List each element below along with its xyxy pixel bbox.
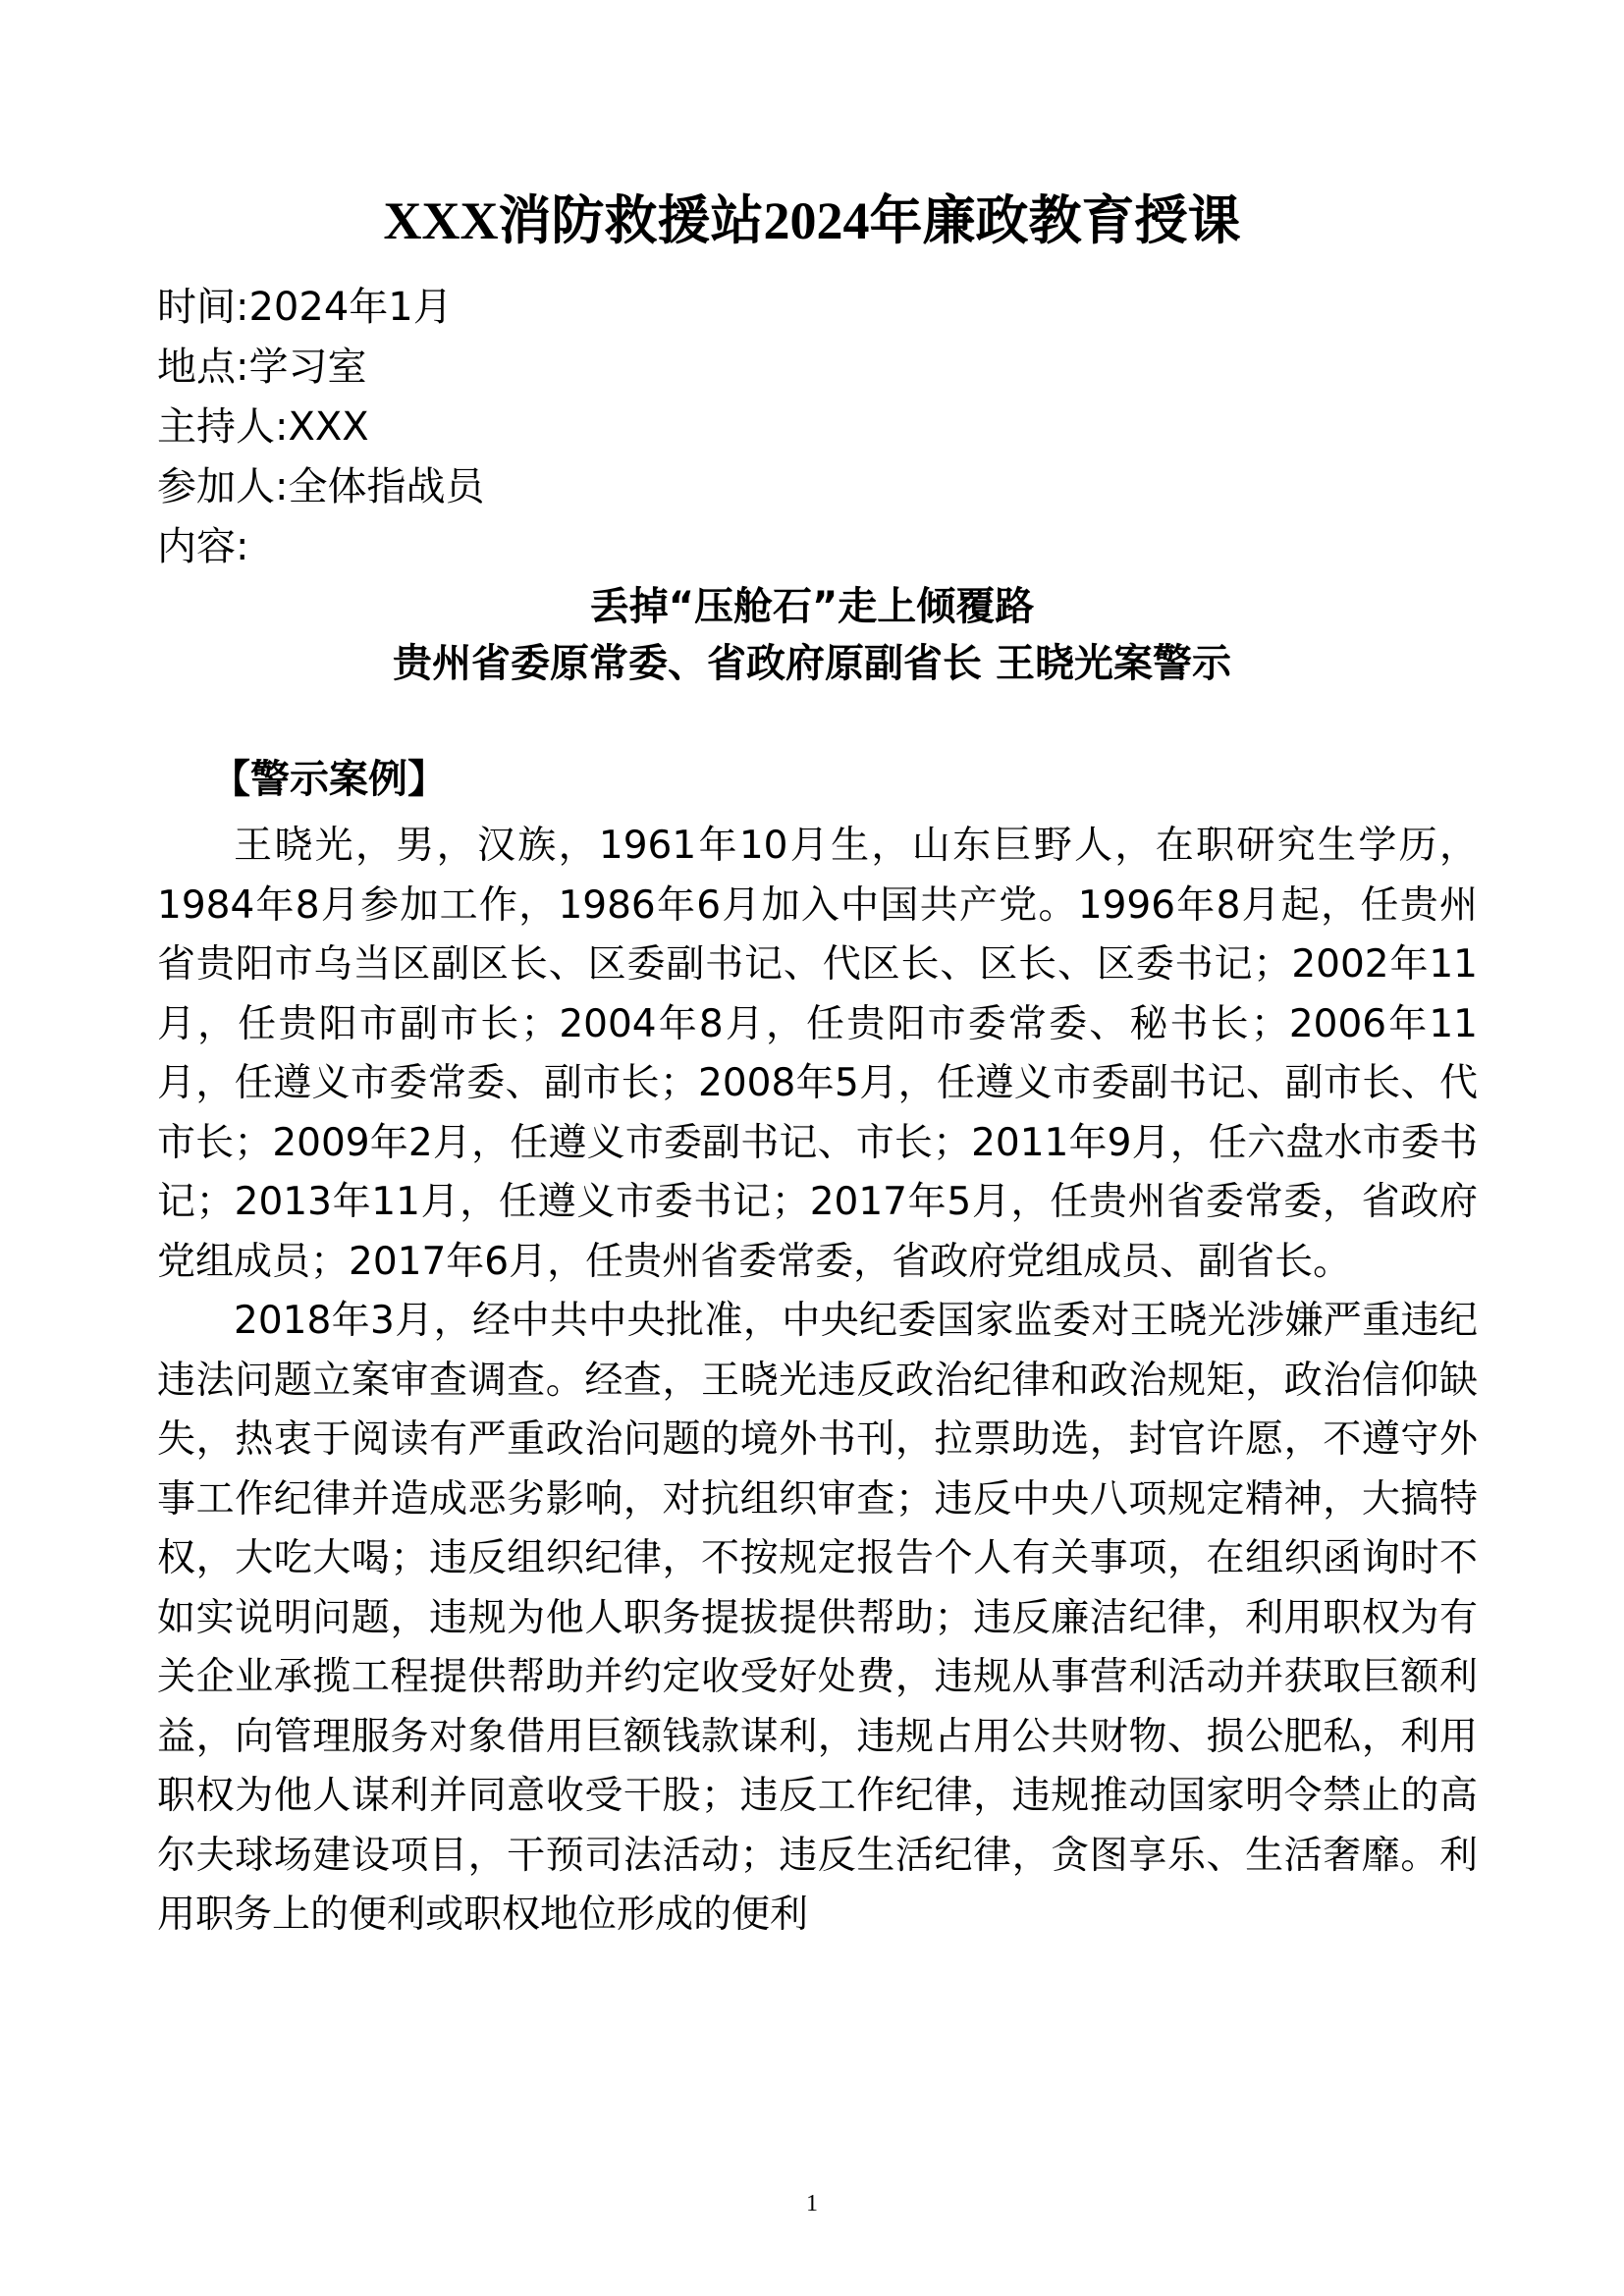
- meta-value: 全体指战员: [288, 464, 485, 509]
- meta-participants: [157, 457, 484, 517]
- meta-content: [157, 517, 484, 577]
- body-text: [157, 817, 1478, 1946]
- paragraph-biography: 王晓光，男，汉族，1961年10月生，山东巨野人，在职研究生学历，1984年8月参加工作，1986年6月加入中国共产党。1996年8月起，任贵州省贵阳市乌当区副区长、区委副书记、代区长、区长、区委书记；2002年11月，任贵阳市副市长；2004年8月，任贵阳市委常委、秘书长；2006年11月，任遵义市委常委、副市长；2008年5月，任遵义市委副书记、副市长、代市长；2009年2月，任遵义市委副书记、市长；2011年9月，任六盘水市委书记；2013年11月，任遵义市委书记；2017年5月，任贵州省委常委，省政府党组成员；2017年6月，任贵州省委常委，省政府党组成员、副省长。: [157, 824, 1478, 1284]
- page-number: 1: [806, 2191, 818, 2216]
- meta-value: 学习室: [248, 345, 367, 390]
- meeting-info: [157, 278, 484, 577]
- meta-label: 内容:: [157, 524, 249, 569]
- section-label-warning-case: 【警示案例】: [211, 757, 447, 802]
- case-subheadline: 贵州省委原常委、省政府原副省长 王晓光案警示: [393, 641, 1231, 686]
- meta-label: 参加人:: [157, 464, 289, 509]
- meta-value: XXX: [288, 404, 369, 450]
- meta-time: [157, 278, 484, 338]
- paragraph-investigation: 2018年3月，经中共中央批准，中央纪委国家监委对王晓光涉嫌严重违纪违法问题立案审查调查。经查，王晓光违反政治纪律和政治规矩，政治信仰缺失，热衷于阅读有严重政治问题的境外书刊，拉票助选，封官许愿，不遵守外事工作纪律并造成恶劣影响，对抗组织审查；违反中央八项规定精神，大搞特权，大吃大喝；违反组织纪律，不按规定报告个人有关事项，在组织函询时不如实说明问题，违规为他人职务提拔提供帮助；违反廉洁纪律，利用职权为有关企业承揽工程提供帮助并约定收受好处费，违规从事营利活动并获取巨额利益，向管理服务对象借用巨额钱款谋利，违规占用公共财物、损公肥私，利用职权为他人谋利并同意收受干股；违反工作纪律，违规推动国家明令禁止的高尔夫球场建设项目，干预司法活动；违反生活纪律，贪图享乐、生活奢靡。利用职务上的便利或职权地位形成的便利: [157, 1299, 1478, 1937]
- meta-location: [157, 338, 484, 398]
- meta-label: 地点:: [157, 345, 249, 390]
- case-headline: 丢掉“压舱石”走上倾覆路: [589, 584, 1035, 629]
- meta-value: 2024年1月: [248, 285, 453, 330]
- document-title: XXX消防救援站2024年廉政教育授课: [383, 191, 1241, 250]
- meta-label: 主持人:: [157, 404, 289, 450]
- meta-label: 时间:: [157, 285, 249, 330]
- meta-host: [157, 398, 484, 457]
